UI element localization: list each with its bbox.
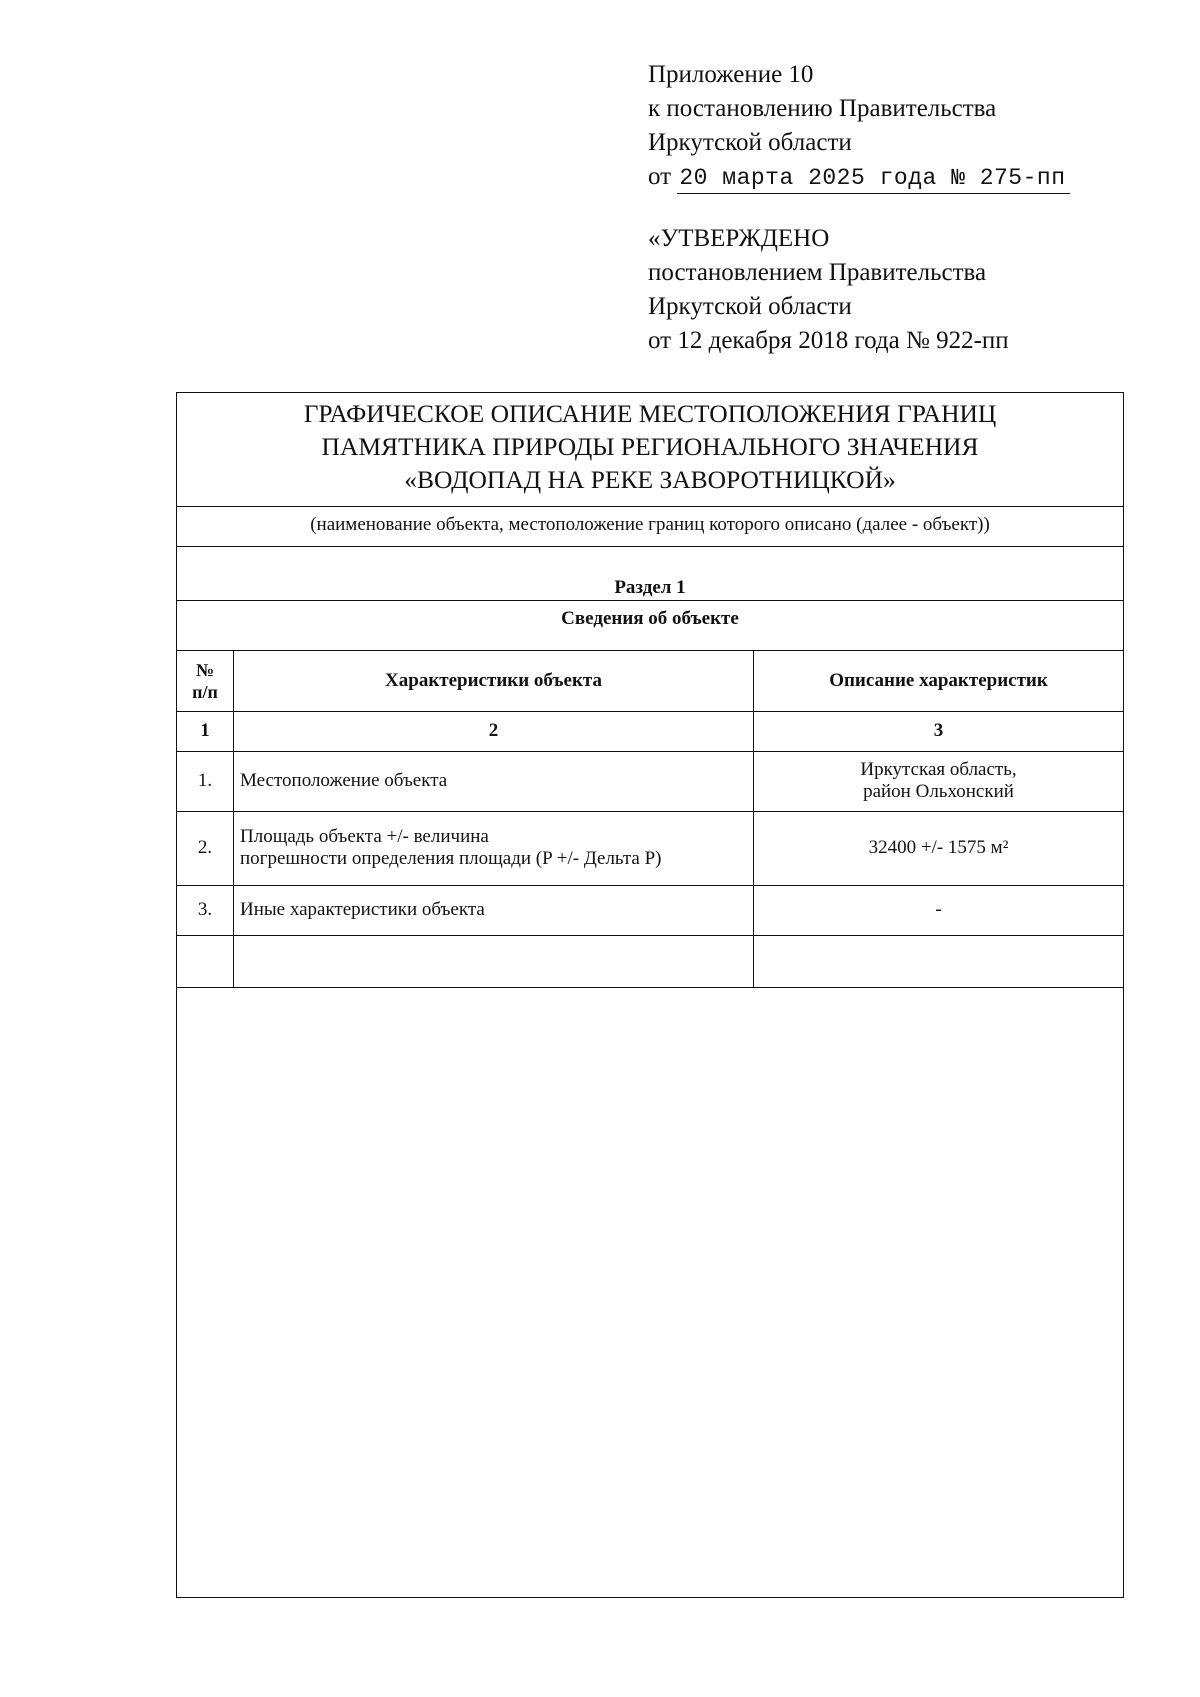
document-frame (176, 392, 1124, 1598)
approval-line-4: от 12 декабря 2018 года № 922-пп (648, 327, 1009, 354)
table-header-row (177, 651, 1123, 711)
column-header-description: Описание характеристик (754, 651, 1124, 711)
column-header-number-line-2: п/п (192, 681, 218, 702)
empty-cell (177, 935, 234, 987)
object-info-heading: Сведения об объекте (177, 601, 1123, 651)
row-description-line-2: район Ольхонский (863, 781, 1014, 802)
appendix-date-value: 20 марта 2025 года № 275-пп (677, 163, 1069, 194)
title-line-3: «ВОДОПАД НА РЕКЕ ЗАВОРОТНИЦКОЙ» (404, 465, 896, 494)
object-name-caption: (наименование объекта, местоположение границ которого описано (далее - объект)) (177, 507, 1123, 547)
row-characteristic: Местоположение объекта (234, 751, 754, 811)
row-description: 32400 +/- 1575 м² (754, 811, 1124, 885)
appendix-date-line (648, 160, 1070, 194)
table-row (177, 751, 1123, 811)
section-heading: Раздел 1 (177, 547, 1123, 601)
row-number: 3. (177, 885, 234, 935)
empty-table-row (177, 935, 1123, 987)
row-number: 1. (177, 751, 234, 811)
object-characteristics-table (177, 651, 1123, 988)
row-characteristic-line-1: Площадь объекта +/- величина (240, 826, 489, 847)
document-title (177, 393, 1123, 507)
row-characteristic (234, 811, 754, 885)
title-line-2: ПАМЯТНИКА ПРИРОДЫ РЕГИОНАЛЬНОГО ЗНАЧЕНИЯ (321, 432, 979, 461)
approval-line-3: Иркутской области (648, 293, 852, 320)
column-header-number-line-1: № (195, 659, 215, 680)
row-number: 2. (177, 811, 234, 885)
title-line-1: ГРАФИЧЕСКОЕ ОПИСАНИЕ МЕСТОПОЛОЖЕНИЯ ГРАНИЦ (303, 399, 997, 428)
table-row (177, 885, 1123, 935)
column-header-characteristic: Характеристики объекта (234, 651, 754, 711)
row-characteristic-line-2: погрешности определения площади (P +/- Дельта P) (240, 848, 662, 869)
approval-header (648, 222, 1009, 358)
column-number-1: 1 (177, 711, 234, 751)
empty-cell (754, 935, 1124, 987)
row-description (754, 751, 1124, 811)
approval-line-1: «УТВЕРЖДЕНО (648, 225, 830, 252)
empty-cell (234, 935, 754, 987)
row-characteristic: Иные характеристики объекта (234, 885, 754, 935)
column-number-3: 3 (754, 711, 1124, 751)
column-number-2: 2 (234, 711, 754, 751)
appendix-line-3: Иркутской области (648, 129, 852, 156)
appendix-header (648, 58, 1070, 194)
appendix-date-prefix: от (648, 163, 672, 190)
approval-line-2: постановлением Правительства (648, 259, 987, 286)
appendix-line-1: Приложение 10 (648, 61, 814, 88)
appendix-line-2: к постановлению Правительства (648, 95, 997, 122)
row-description-line-1: Иркутская область, (860, 759, 1017, 780)
column-number-row (177, 711, 1123, 751)
row-description: - (754, 885, 1124, 935)
table-row (177, 811, 1123, 885)
column-header-number (177, 651, 234, 711)
